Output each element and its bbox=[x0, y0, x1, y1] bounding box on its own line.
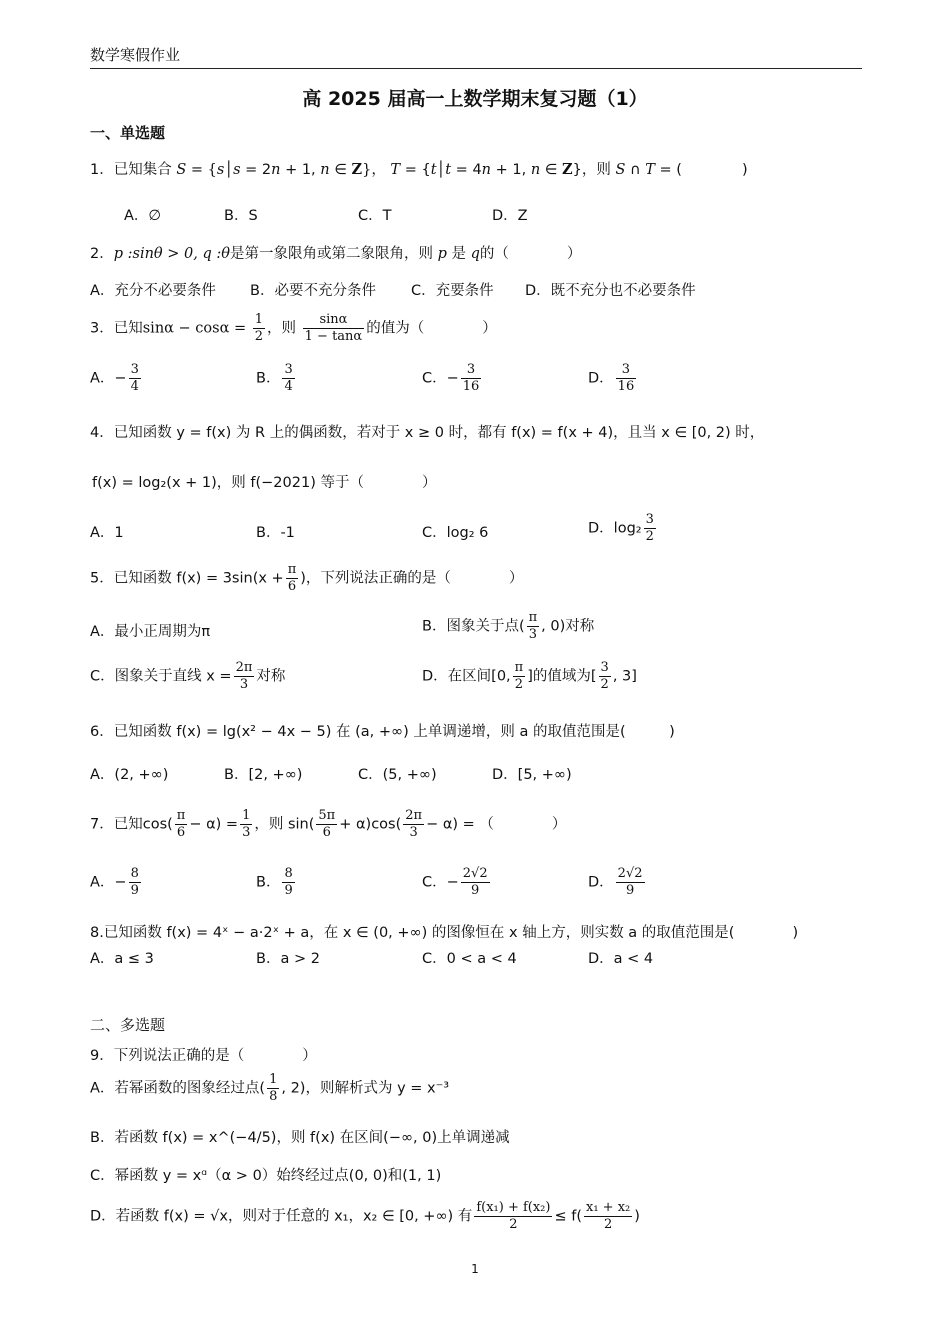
var-p: p bbox=[437, 246, 447, 262]
question-5 bbox=[90, 562, 523, 595]
section-single-choice: 一、单选题 bbox=[90, 124, 166, 142]
q4-option-c: C．log₂ 6 bbox=[422, 525, 489, 541]
question-number: 6． bbox=[90, 724, 114, 740]
question-4 bbox=[90, 421, 764, 442]
q6-option-d: D．[5, +∞) bbox=[492, 767, 572, 783]
q1-option-b: B．S bbox=[224, 208, 258, 224]
q1-option-c: C．T bbox=[358, 208, 392, 224]
q2-option-b: B．必要不充分条件 bbox=[250, 283, 376, 299]
q9-option-a: A．若幂函数的图象经过点( $\frac{1}{8}$ , 2)，则解析式为 y = x⁻³ bbox=[90, 1072, 450, 1104]
question-1: 1．已知集合 S = {s│s = 2n + 1, n ∈ Z}， T = {t│t = 4n + 1, n ∈ Z}，则 S ∩ T = ( ) bbox=[90, 161, 748, 178]
section-multi-choice: 二、多选题 bbox=[90, 1016, 166, 1034]
question-text: ，则 bbox=[581, 162, 611, 178]
q8-option-d: D．a < 4 bbox=[588, 951, 654, 967]
q4-option-b: B．-1 bbox=[256, 525, 295, 541]
q3-option-d: D． $\frac{3}{16}$ bbox=[588, 362, 635, 394]
question-9 bbox=[90, 1044, 317, 1065]
q3-option-a: A．− $\frac{3}{4}$ bbox=[90, 362, 139, 394]
question-number: 5． bbox=[90, 570, 114, 587]
page-number: 1 bbox=[471, 1262, 479, 1276]
q4-option-a: A．1 bbox=[90, 525, 124, 541]
question-text: 已知函数 y = f(x) 为 R 上的偶函数，若对于 x ≥ 0 时，都有 f(x) = f(x + 4)，且当 x ∈ [0, 2) 时， bbox=[113, 425, 765, 441]
fraction: $\frac{1}{2}$ bbox=[254, 312, 264, 344]
condition-text: p :sinθ > 0, q :θ bbox=[113, 246, 230, 262]
q2-option-c: C．充要条件 bbox=[411, 283, 494, 299]
q9-option-c: C．幂函数 y = xᵅ（α > 0）始终经过点(0, 0)和(1, 1) bbox=[90, 1168, 442, 1184]
q8-option-a: A．a ≤ 3 bbox=[90, 951, 154, 967]
var-q: q bbox=[470, 246, 480, 262]
q5-option-a: A．最小正周期为π bbox=[90, 624, 211, 640]
question-text: 是 bbox=[451, 246, 466, 262]
question-7: 7．已知cos( $\frac{\pi}{6}$ − α) = $\frac{1}{3}$ ，则 sin( $\frac{5\pi}{6}$ + α)cos( $\frac{2\pi}{3}$ − α) = （ ） bbox=[90, 808, 567, 840]
page-title: 高 2025 届高一上数学期末复习题（1） bbox=[302, 88, 648, 110]
q4-option-d: D．log₂ $\frac{3}{2}$ bbox=[588, 512, 654, 544]
q7-option-b: B． $\frac{8}{9}$ bbox=[256, 866, 293, 898]
q7-option-d: D． $\frac{2√2}{9}$ bbox=[588, 866, 643, 898]
question-text: 的值为（ ） bbox=[366, 320, 497, 337]
question-number: 2． bbox=[90, 246, 114, 262]
question-number: 7． bbox=[90, 816, 114, 833]
question-2 bbox=[90, 242, 581, 263]
q8-option-c: C．0 < a < 4 bbox=[422, 951, 517, 967]
q6-option-a: A．(2, +∞) bbox=[90, 767, 169, 783]
q9-option-b: B．若函数 f(x) = x^(−4/5)，则 f(x) 在区间(−∞, 0)上单调递减 bbox=[90, 1130, 510, 1146]
question-text: ，则 bbox=[267, 320, 297, 337]
question-text: 已知集合 bbox=[113, 162, 172, 178]
question-text: 已知函数 f(x) = 3sin(x + bbox=[113, 570, 284, 587]
q3-option-b: B． $\frac{3}{4}$ bbox=[256, 362, 293, 394]
question-text: 已知 bbox=[113, 320, 143, 337]
question-text: 已知函数 f(x) = lg(x² − 4x − 5) 在 (a, +∞) 上单调递增，则 a 的取值范围是( ) bbox=[113, 724, 675, 740]
q6-option-b: B．[2, +∞) bbox=[224, 767, 303, 783]
q7-option-a: A．− $\frac{8}{9}$ bbox=[90, 866, 139, 898]
condition: sinα − cosα = bbox=[142, 320, 247, 337]
q5-option-c: C．图象关于直线 x = $\frac{2\pi}{3}$ 对称 bbox=[90, 660, 286, 692]
q6-option-c: C．(5, +∞) bbox=[358, 767, 437, 783]
q1-option-d: D．Z bbox=[492, 208, 528, 224]
q8-option-b: B．a > 2 bbox=[256, 951, 320, 967]
question-3 bbox=[90, 312, 497, 345]
q7-option-c: C．− $\frac{2√2}{9}$ bbox=[422, 866, 488, 898]
question-text: 下列说法正确的是（ ） bbox=[113, 1048, 317, 1064]
question-text: 的（ ） bbox=[479, 246, 582, 262]
q9-option-d: D．若函数 f(x) = √x，则对于任意的 x₁，x₂ ∈ [0, +∞) 有 $\frac{\text{f(x₁) + f(x₂)}}{2}$ ≤ f( $\frac{\text{x₁ + x₂}}{2}$ ) bbox=[90, 1200, 640, 1232]
question-number: 3． bbox=[90, 320, 114, 337]
page-header: 数学寒假作业 bbox=[90, 44, 862, 69]
q1-option-a: A．∅ bbox=[124, 208, 162, 224]
question-number: 1． bbox=[90, 162, 114, 178]
question-number: 8. bbox=[90, 925, 104, 941]
question-6 bbox=[90, 720, 675, 741]
q2-option-a: A．充分不必要条件 bbox=[90, 283, 216, 299]
q5-option-d: D．在区间[0, $\frac{\pi}{2}$ ]的值域为[ $\frac{3}{2}$ , 3] bbox=[422, 660, 637, 692]
question-text: 已知函数 f(x) = 4ˣ − a·2ˣ + a，在 x ∈ (0, +∞) 的图像恒在 x 轴上方，则实数 a 的取值范围是( ) bbox=[103, 925, 799, 941]
fraction: $\frac{\sin\alpha}{1 - \tan\alpha}$ bbox=[304, 312, 363, 344]
question-8 bbox=[90, 921, 798, 942]
question-number: 4． bbox=[90, 425, 114, 441]
question-number: 9． bbox=[90, 1048, 114, 1064]
fraction: $\frac{\pi}{6}$ bbox=[287, 562, 297, 594]
q2-option-d: D．既不充分也不必要条件 bbox=[525, 283, 696, 299]
question-text: 是第一象限角或第二象限角，则 bbox=[229, 246, 433, 262]
question-text: )，下列说法正确的是（ ） bbox=[300, 570, 524, 587]
question-4-line-2: f(x) = log₂(x + 1)，则 f(−2021) 等于（ ） bbox=[92, 475, 437, 491]
q5-option-b: B．图象关于点( $\frac{\pi}{3}$ , 0)对称 bbox=[422, 610, 595, 642]
q3-option-c: C．− $\frac{3}{16}$ bbox=[422, 362, 480, 394]
